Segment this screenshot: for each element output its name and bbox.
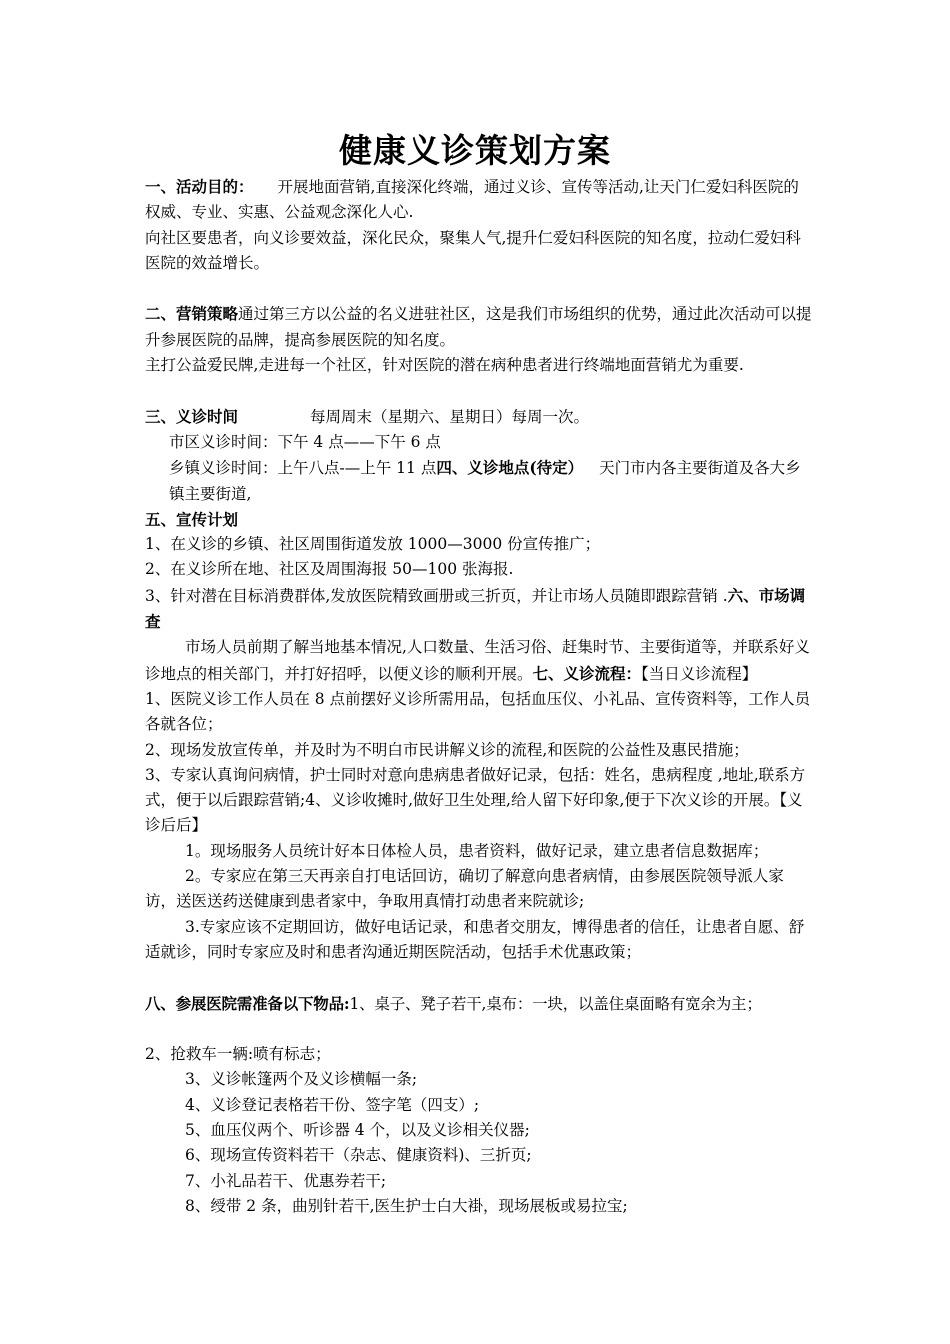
after-item-2: 2。专家应在第三天再亲自打电话回访，确切了解意向患者病情，由参展医院领导派人家访，送医送药送健康到患者家中，争取用真情打动患者来院就诊; — [145, 867, 784, 911]
document-body — [145, 174, 813, 1219]
process-item-3: 3、专家认真询问病情，护士同时对意向患病患者做好记录，包括：姓名，患病程度 ,地址,联系方式，便于以后跟踪营销; — [145, 765, 806, 810]
process-item-4: 4、义诊收摊时,做好卫生处理,给人留下好印象,便于下次义诊的开展。 — [305, 791, 780, 810]
heading-supplies: 八、参展医院需准备以下物品: — [145, 993, 350, 1013]
supplies-item-4: 4、义诊登记表格若干份、签字笔（四支）; — [185, 1095, 480, 1114]
time-text: 每周周末（星期六、星期日）每周一次。 — [310, 407, 590, 426]
heading-time: 三、义诊时间 — [145, 406, 239, 426]
process-sub-after: 【义诊后后】 — [145, 791, 803, 835]
process-sub-today: 【当日义诊流程】 — [641, 664, 758, 683]
paragraph-process-3 — [145, 763, 813, 839]
purpose-text: 开展地面营销,直接深化终端，通过义诊、宣传等活动,让天门仁爱妇科医院的权威、专业、实惠、公益观念深化人心. — [145, 178, 799, 222]
publicity-item-3: 3、针对潜在目标消费群体,发放医院精致画册或三折页，并让市场人员随即跟踪营销 . — [145, 586, 728, 605]
publicity-item-2: 2、在义诊所在地、社区及周围海报 50—100 张海报. — [145, 560, 514, 579]
paragraph-strategy-2: 主打公益爱民牌,走进每一个社区，针对医院的潜在病种患者进行终端地面营销尤为重要. — [145, 356, 744, 375]
town-time: 乡镇义诊时间：上午八点-—上午 11 点 — [169, 459, 437, 478]
paragraph-town-location — [145, 455, 813, 507]
strategy-text: 通过第三方以公益的名义进驻社区，这是我们市场组织的优势，通过此次活动可以提升参展医院的品牌，提高参展医院的知名度。 — [145, 305, 812, 349]
after-item-1: 1。现场服务人员统计好本日体检人员，患者资料，做好记录，建立患者信息数据库； — [185, 841, 769, 860]
supplies-item-1: 1、桌子、凳子若干,桌布：一块，以盖住桌面略有宽余为主； — [349, 994, 762, 1013]
supplies-item-5: 5、血压仪两个、听诊器 4 个，以及义诊相关仪器; — [185, 1120, 530, 1139]
paragraph-strategy — [145, 301, 813, 353]
heading-publicity: 五、宣传计划 — [145, 509, 239, 529]
survey-text: 市场人员前期了解当地基本情况,人口数量、生活习俗、赶集时节、主要街道等，并联系好义诊地点的相关部门，并打好招呼，以便义诊的顺利开展。 — [145, 638, 810, 683]
supplies-item-2: 2、抢救车一辆:喷有标志； — [145, 1045, 331, 1064]
heading-survey: 六、市场调查 — [145, 585, 806, 632]
supplies-item-8: 8、绶带 2 条，曲别针若干,医生护士白大褂，现场展板或易拉宝; — [185, 1196, 628, 1215]
paragraph-purpose-2: 向社区要患者，向义诊要效益，深化民众，聚集人气,提升仁爱妇科医院的知名度，拉动仁爱妇科医院的效益增长。 — [145, 228, 801, 272]
heading-purpose: 一、活动目的： — [145, 177, 254, 196]
publicity-item-1: 1、在义诊的乡镇、社区周围街道发放 1000—3000 份宣传推广； — [145, 535, 601, 554]
paragraph-purpose — [145, 174, 813, 226]
supplies-item-7: 7、小礼品若干、优惠券若干; — [185, 1171, 387, 1190]
heading-location: 四、义诊地点(待定） — [436, 458, 584, 478]
document-title: 健康义诊策划方案 — [339, 131, 611, 170]
after-item-3: 3.专家应该不定期回访，做好电话记录，和患者交朋友，博得患者的信任，让患者自愿、舒适就诊，同时专家应及时和患者沟通近期医院活动，包括手术优惠政策； — [145, 917, 805, 961]
supplies-item-6: 6、现场宣传资料若干（杂志、健康资料)、三折页; — [185, 1146, 532, 1165]
paragraph-publicity-3 — [145, 583, 813, 636]
paragraph-supplies — [145, 991, 813, 1017]
paragraph-time — [145, 404, 813, 430]
process-item-2: 2、现场发放宣传单，并及时为不明白市民讲解义诊的流程,和医院的公益性及惠民措施； — [145, 740, 749, 759]
heading-process: 七、义诊流程： — [532, 663, 642, 683]
paragraph-survey — [145, 635, 813, 687]
heading-strategy: 二、营销策略 — [145, 304, 239, 324]
process-item-1: 1、医院义诊工作人员在 8 点前摆好义诊所需用品，包括血压仪、小礼品、宣传资料等，工作人员各就各位； — [145, 689, 811, 734]
city-time: 市区义诊时间：下午 4 点——下午 6 点 — [169, 432, 441, 451]
supplies-item-3: 3、义诊帐篷两个及义诊横幅一条; — [185, 1070, 418, 1089]
location-text: 天门市内各主要街道及各大乡镇主要街道, — [169, 459, 801, 503]
